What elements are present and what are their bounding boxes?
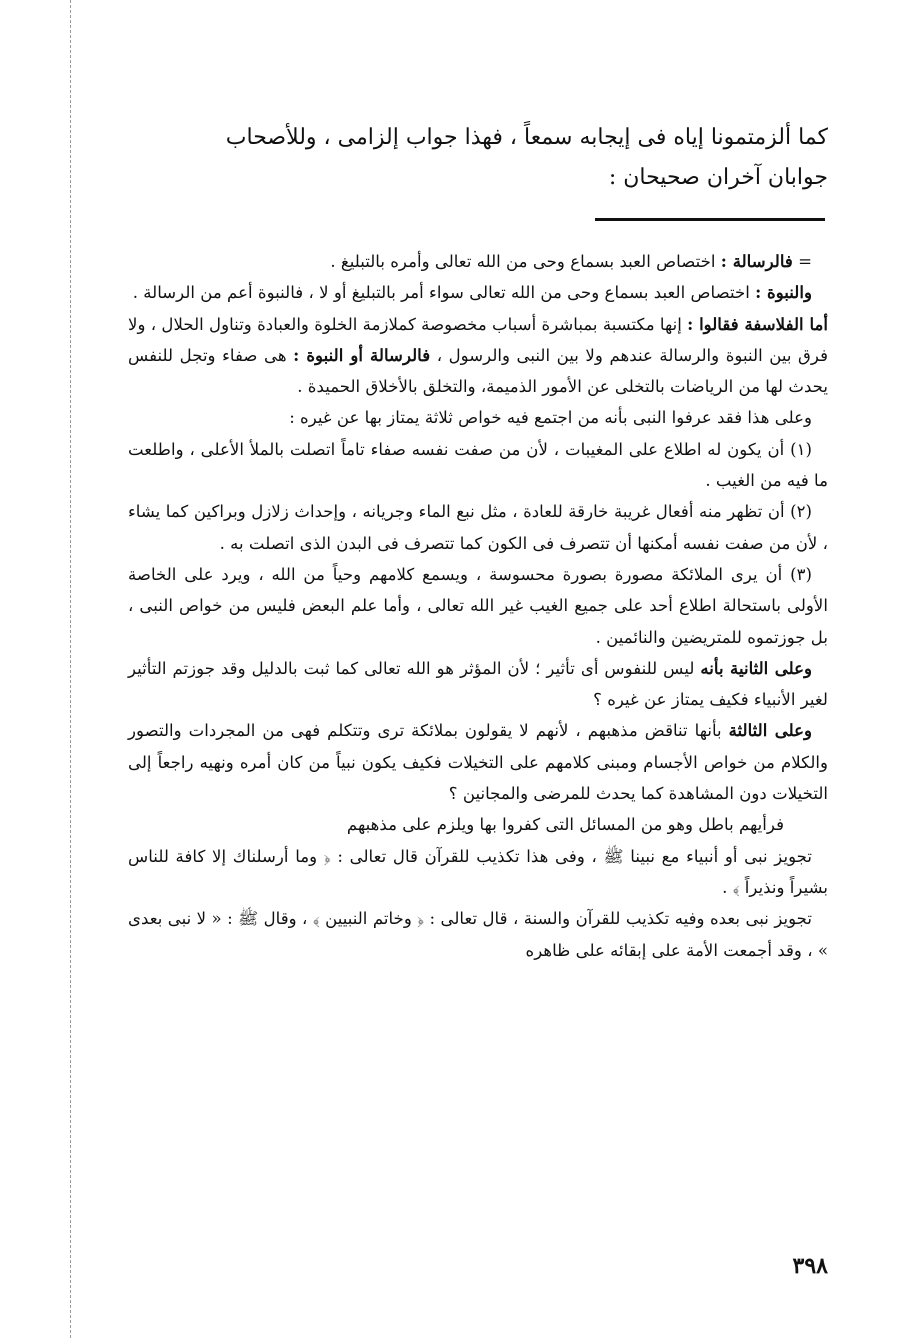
main-text bbox=[128, 118, 828, 198]
footnote-text: اختصاص العبد بسماع وحى من الله تعالى سواء أمر بالتبليغ أو لا ، فالنبوة أعم من الرسالة . bbox=[132, 283, 750, 303]
footnote-paragraph-6: (٢) أن تظهر منه أفعال غريبة خارقة للعادة ، مثل نبع الماء وجريانه ، وإحداث زلازل وبراكين كما يشاء ، لأن من صفت نفسه أمكنها أن تتصرف فى الكون كما تتصرف فى البدن الذى اتصلت به . bbox=[128, 502, 828, 553]
footnote-paragraph-3 bbox=[128, 309, 828, 403]
footnote-text: ليس للنفوس أى تأثير ؛ لأن المؤثر هو الله تعالى كما ثبت بالدليل وقد جوزتم التأثير لغير الأنبياء فكيف يمتاز عن غيره ؟ bbox=[128, 658, 828, 710]
footnote-text: بأنها تناقض مذهبهم ، لأنهم لا يقولون بملائكة ترى وتتكلم فهى من المجردات والتصور والكلام من خواص الأجسام ومبنى كلامهم على التخيلات فكيف يكون نبياً من كان أمره ونهيه راجعاً إلى التخيلات دون المشاهدة كما يحدث للمرضى والمجانين ؟ bbox=[128, 721, 828, 804]
footnote-paragraph-10: فرأيهم باطل وهو من المسائل التى كفروا بها ويلزم على مذهبهم bbox=[346, 815, 784, 835]
footnote-text: إنها مكتسبة بمباشرة أسباب مخصوصة كملازمة الخلوة والعبادة وتناول الحلال ، ولا فرق بين النبوة والرسالة عندهم ولا بين النبى والرسول ، bbox=[128, 314, 829, 365]
footnote-text: اختصاص العبد بسماع وحى من الله تعالى وأمره بالتبليغ . bbox=[330, 252, 716, 271]
footnote-term-nubuwwa: والنبوة : bbox=[755, 282, 812, 303]
footnote-term-risala-nubuwwa: فالرسالة أو النبوة : bbox=[293, 344, 431, 365]
footnote-term-philosophers: أما الفلاسفة فقالوا : bbox=[687, 313, 828, 334]
page-number: ٣٩٨ bbox=[792, 1253, 828, 1279]
continuation-marker: = bbox=[798, 252, 812, 271]
scan-edge-line bbox=[70, 0, 71, 1338]
footnote-term-second: وعلى الثانية بأنه bbox=[700, 657, 813, 678]
footnote-paragraph-2 bbox=[128, 277, 828, 308]
footnote-paragraph-4: وعلى هذا فقد عرفوا النبى بأنه من اجتمع فيه خواص ثلاثة يمتاز بها عن غيره : bbox=[289, 408, 812, 428]
footnote-paragraph-9 bbox=[128, 715, 828, 809]
footnote-term-risala: فالرسالة : bbox=[720, 251, 793, 271]
main-text-line-2: جوابان آخران صحيحان : bbox=[608, 165, 828, 190]
footnote-section bbox=[128, 246, 828, 966]
footnote-paragraph-7: (٣) أن يرى الملائكة مصورة بصورة محسوسة ، ويسمع كلامهم وحياً من الله ، ويرد على الخاصة الأولى باستحالة اطلاع أحد على جميع الغيب غير الله تعالى ، وأما علم البعض فليس من خواص النبى ، بل جوزتموه للمتريضين والنائمين . bbox=[128, 564, 828, 647]
footnote-paragraph-11: تجويز نبى أو أنبياء مع نبينا ﷺ ، وفى هذا تكذيب للقرآن قال تعالى : ﴿ وما أرسلناك إلا كافة للناس بشيراً ونذيراً ﴾ . bbox=[128, 846, 828, 897]
footnote-paragraph-8 bbox=[128, 653, 828, 716]
footnote-paragraph-5: (١) أن يكون له اطلاع على المغيبات ، لأن من صفت نفسه صفاء تاماً اتصلت بالملأ الأعلى ، واطلعت ما فيه من الغيب . bbox=[128, 439, 828, 491]
footnote-paragraph-1 bbox=[128, 246, 828, 277]
main-text-line-1: كما ألزمتمونا إياه فى إيجابه سمعاً ، فهذا جواب إلزامى ، وللأصحاب bbox=[225, 125, 828, 150]
footnote-text: هى صفاء وتجل للنفس يحدث لها من الرياضات بالتخلى عن الأمور الذميمة، والتخلق بالأخلاق الحميدة . bbox=[128, 345, 828, 397]
footnote-paragraph-12: تجويز نبى بعده وفيه تكذيب للقرآن والسنة ، قال تعالى : ﴿ وخاتم النبيين ﴾ ، وقال ﷺ : « لا نبى بعدى » ، وقد أجمعت الأمة على إبقائه على ظاهره bbox=[128, 909, 828, 960]
footnote-divider bbox=[595, 218, 825, 221]
footnote-term-third: وعلى الثالثة bbox=[728, 720, 812, 741]
